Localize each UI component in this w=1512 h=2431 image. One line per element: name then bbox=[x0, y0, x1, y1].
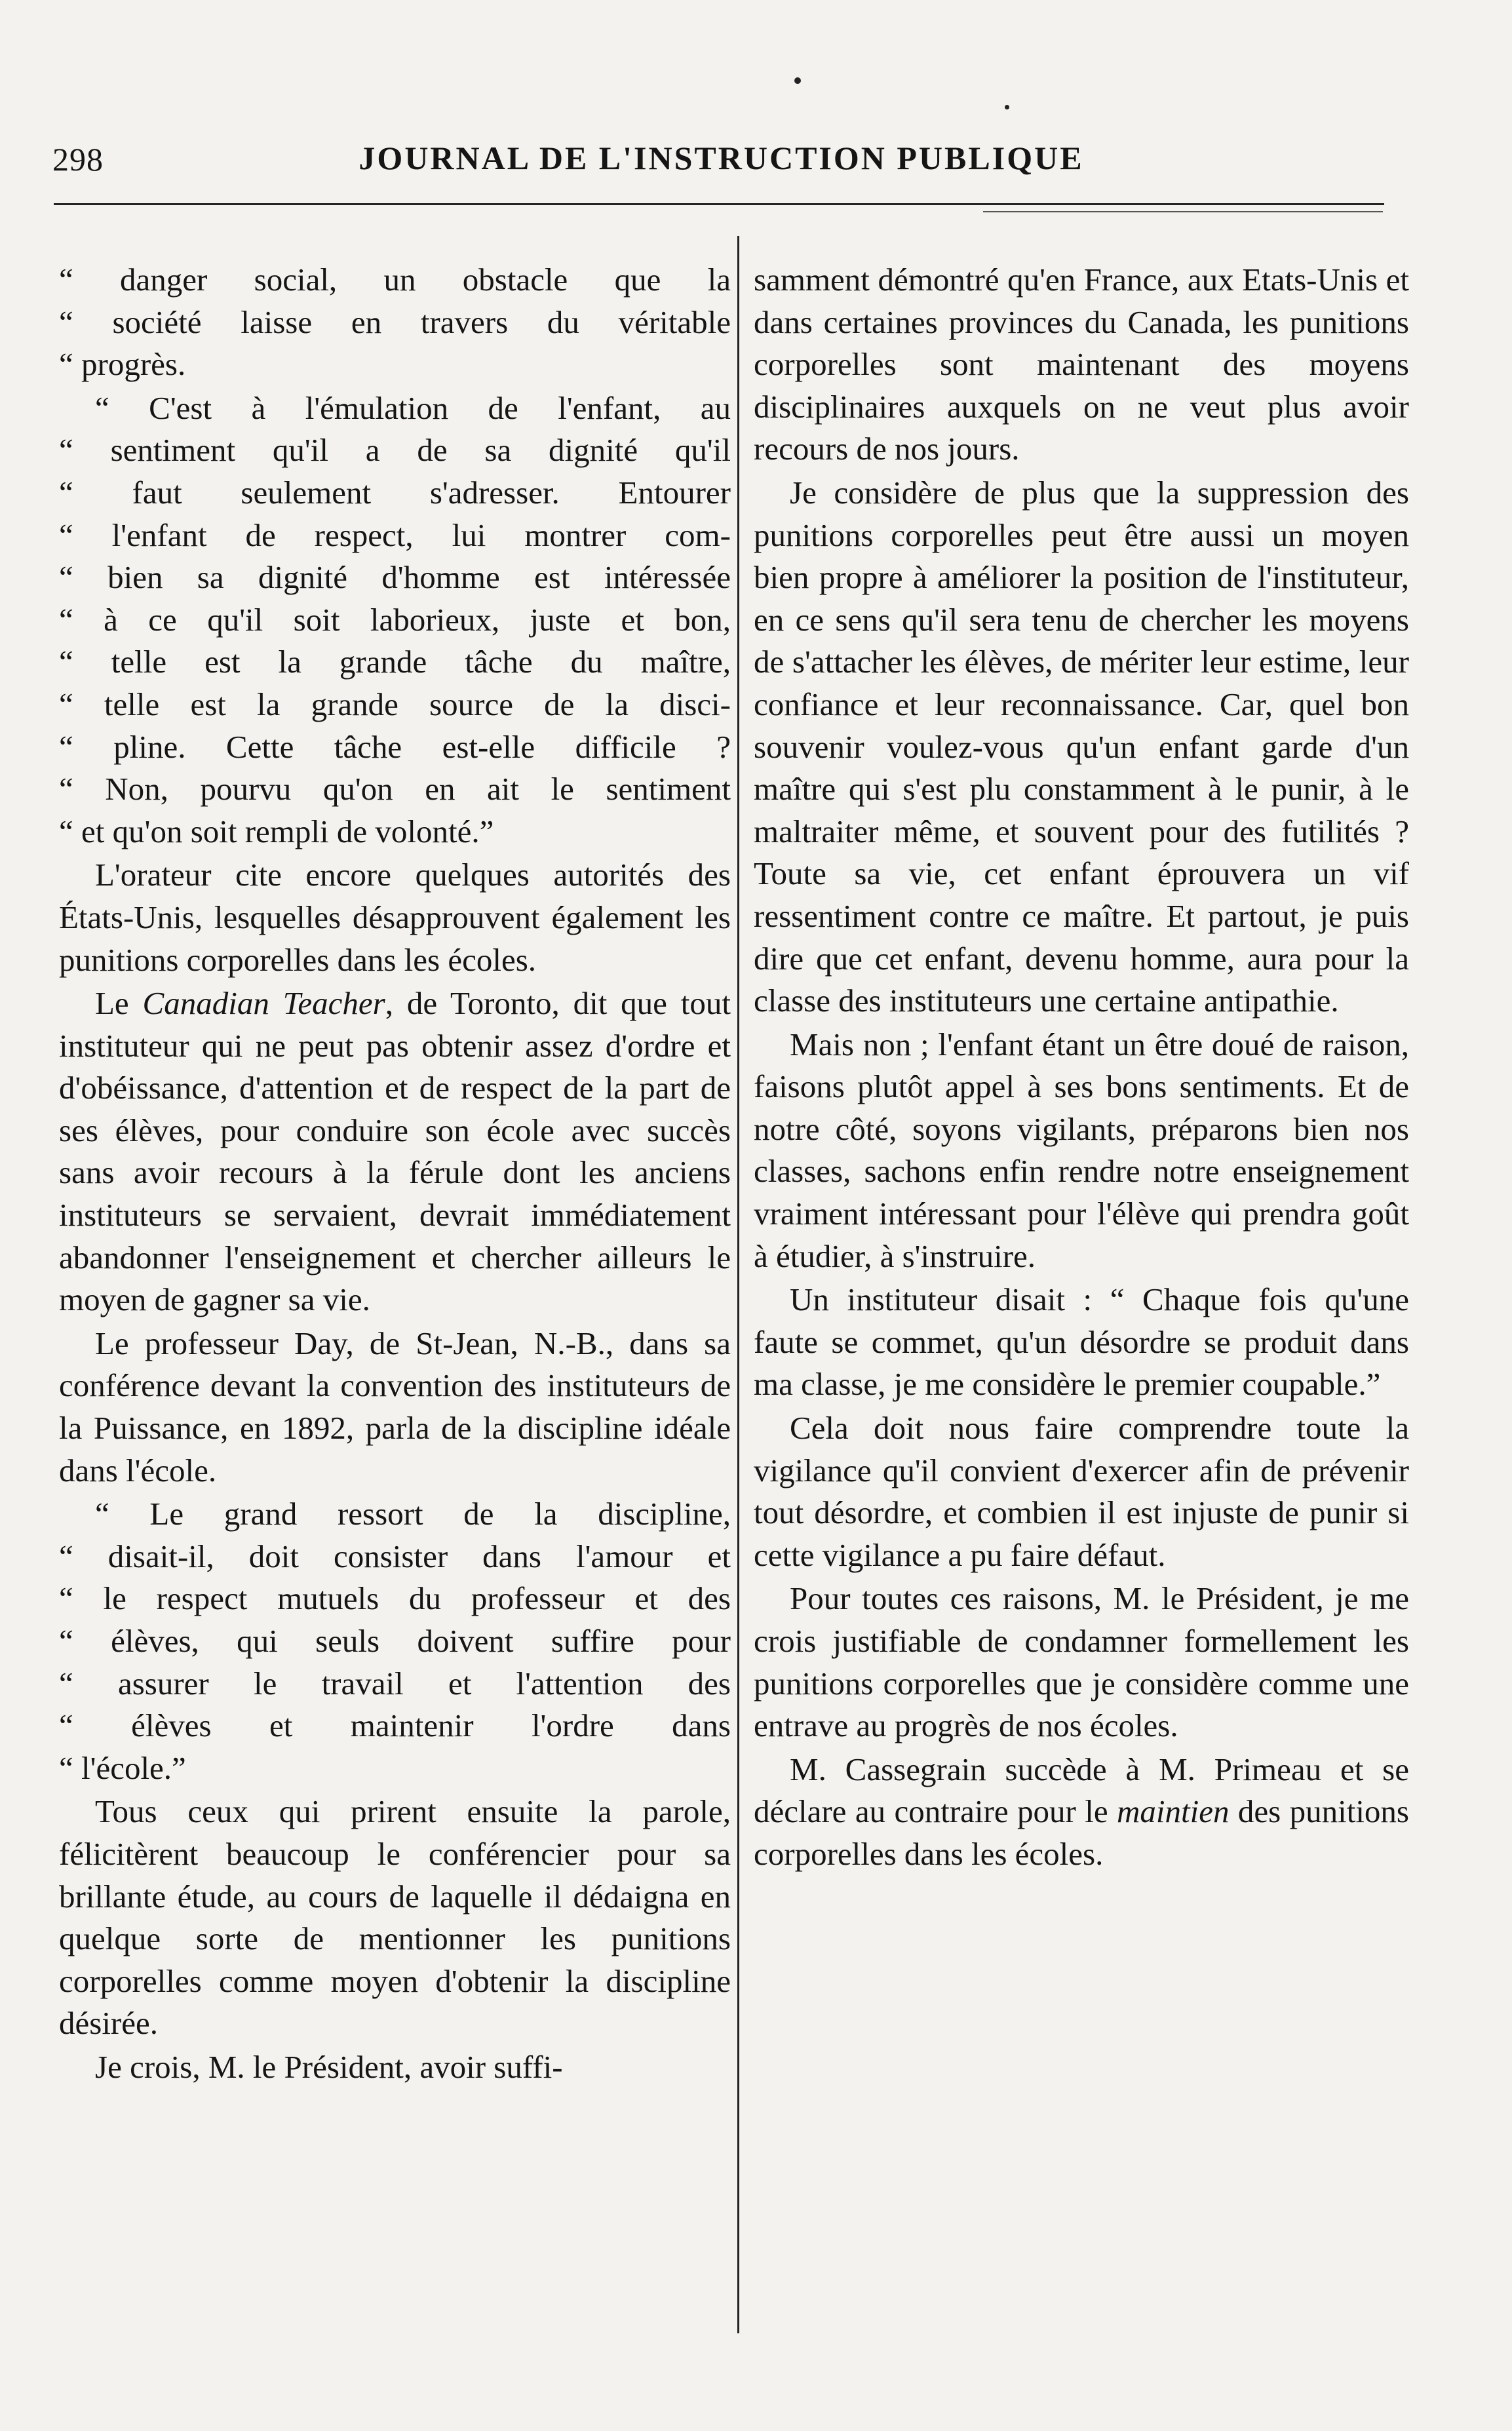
paragraph bbox=[59, 982, 731, 1321]
quote-block bbox=[59, 1493, 731, 1789]
print-speck bbox=[1005, 105, 1009, 109]
quote-line: “ progrès. bbox=[59, 346, 186, 383]
quote-block bbox=[59, 387, 731, 853]
text-run: Le bbox=[95, 985, 143, 1022]
quote-line: “ à ce qu'il soit laborieux, juste et bon, bbox=[59, 601, 731, 638]
quote-line: “ et qu'on soit rempli de volonté.” bbox=[59, 813, 494, 849]
quote-line: “ élèves et maintenir l'ordre dans bbox=[59, 1707, 731, 1744]
quote-line: “ sentiment qu'il a de sa dignité qu'il bbox=[59, 432, 731, 469]
quote-line: “ pline. Cette tâche est-elle difficile ? bbox=[59, 728, 731, 765]
quote-line: “ l'enfant de respect, lui montrer com- bbox=[59, 516, 731, 553]
quote-line: “ Le grand ressort de la discipline, bbox=[95, 1496, 731, 1532]
paragraph: Tous ceux qui prirent ensuite la parole, félicitèrent beaucoup le conférencier pour sa brillante étude, au cours de laquelle il dédaigna en quelque sorte de mentionner les punitions corporelles comme moyen d'obtenir la discipline désirée. bbox=[59, 1793, 731, 2042]
paragraph: Je considère de plus que la suppression des punitions corporelles peut être aussi un moyen bien propre à améliorer la position de l'instituteur, en ce sens qu'il sera tenu de chercher les moyens de s'attacher les élèves, de mériter leur estime, leur confiance et leur reconnaissance. Car, quel bon souvenir voulez-vous qu'un enfant garde d'un maître qui s'est plu constamment à le punir, à le maltraiter même, et souvent pour des futilités ? Toute sa vie, cet enfant éprouvera un vif ressentiment contre ce maître. Et partout, je puis dire que cet enfant, devenu homme, aura pour la classe des instituteurs une certaine antipathie. bbox=[754, 474, 1409, 1019]
publication-title: Canadian Teacher bbox=[142, 985, 385, 1022]
quote-line: “ l'école.” bbox=[59, 1749, 186, 1786]
quote-line: “ élèves, qui seuls doivent suffire pour bbox=[59, 1623, 731, 1659]
paragraph: Le professeur Day, de St-Jean, N.-B., dans sa conférence devant la convention des instituteurs de la Puissance, en 1892, parla de la discipline idéale dans l'école. bbox=[59, 1325, 731, 1488]
paragraph: Mais non ; l'enfant étant un être doué de raison, faisons plutôt appel à ses bons sentiments. Et de notre côté, soyons vigilants, préparons bien nos classes, sachons enfin rendre notre enseignement vraiment intéressant pour l'élève qui prendra goût à étudier, à s'instruire. bbox=[754, 1026, 1409, 1274]
quote-line: “ assurer le travail et l'attention des bbox=[59, 1665, 731, 1702]
quote-line: “ telle est la grande tâche du maître, bbox=[59, 644, 731, 680]
quote-line: “ le respect mutuels du professeur et des bbox=[59, 1580, 731, 1617]
quote-block bbox=[59, 259, 731, 386]
paragraph: samment démontré qu'en France, aux Etats-Unis et dans certaines provinces du Canada, les punitions corporelles sont maintenant des moyens disciplinaires auxquels on ne veut plus avoir recours de nos jours. bbox=[754, 262, 1409, 467]
text-run: des punitions corporelles dans les écoles. bbox=[754, 1793, 1409, 1872]
quote-line: “ C'est à l'émulation de l'enfant, au bbox=[95, 389, 731, 426]
quote-line: “ faut seulement s'adresser. Entourer bbox=[59, 474, 731, 511]
left-column bbox=[59, 259, 731, 2090]
page-number: 298 bbox=[52, 141, 104, 178]
paragraph: L'orateur cite encore quelques autorités des États-Unis, lesquelles désapprouvent également les punitions corporelles dans les écoles. bbox=[59, 857, 731, 978]
paragraph: Je crois, M. le Président, avoir suffi- bbox=[95, 2048, 563, 2085]
text-run: M. Cassegrain succède à M. Primeau et se déclare au contraire pour le bbox=[754, 1751, 1409, 1830]
header-rule bbox=[54, 203, 1384, 205]
right-column bbox=[754, 259, 1409, 1877]
paragraph: Un instituteur disait : “ Chaque fois qu'une faute se commet, qu'un désordre se produit dans ma classe, je me considère le premier coupable.” bbox=[754, 1281, 1409, 1403]
quote-line: “ telle est la grande source de la disci- bbox=[59, 686, 731, 722]
print-speck bbox=[794, 77, 801, 84]
quote-line: “ société laisse en travers du véritable bbox=[59, 303, 731, 340]
text-run: , de Toronto, dit que tout instituteur qui ne peut pas obtenir assez d'ordre et d'obéissance, d'attention et de respect de la part de ses élèves, pour conduire son école avec succès sans avoir recours à la férule dont les anciens instituteurs se servaient, devrait immédiatement abandonner l'enseignement et chercher ailleurs le moyen de gagner sa vie. bbox=[59, 985, 731, 1318]
quote-line: “ disait-il, doit consister dans l'amour et bbox=[59, 1538, 731, 1574]
paragraph bbox=[754, 1749, 1409, 1876]
paragraph: Pour toutes ces raisons, M. le Président, je me crois justifiable de condamner formellement les punitions corporelles que je considère comme une entrave au progrès de nos écoles. bbox=[754, 1580, 1409, 1744]
quote-line: “ bien sa dignité d'homme est intéressée bbox=[59, 559, 731, 596]
running-title: JOURNAL DE L'INSTRUCTION PUBLIQUE bbox=[359, 140, 1084, 176]
paragraph: Cela doit nous faire comprendre toute la vigilance qu'il convient d'exercer afin de prévenir tout désordre, et combien il est injuste de punir si cette vigilance a pu faire défaut. bbox=[754, 1410, 1409, 1573]
quote-line: “ danger social, un obstacle que la bbox=[59, 262, 731, 298]
header-rule-secondary bbox=[983, 211, 1383, 212]
emphasized-word: maintien bbox=[1116, 1793, 1230, 1830]
quote-line: “ Non, pourvu qu'on en ait le sentiment bbox=[59, 771, 731, 807]
column-divider bbox=[737, 236, 739, 2333]
